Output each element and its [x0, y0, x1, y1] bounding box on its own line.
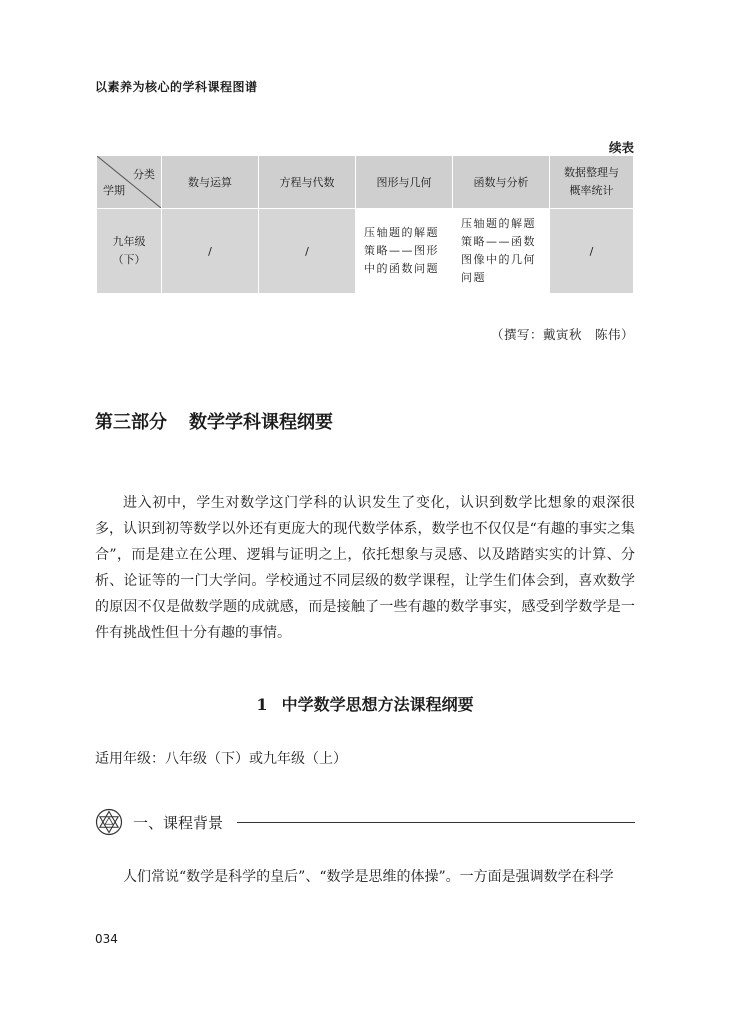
- author-credit: （撰写：戴寅秋 陈伟）: [490, 327, 634, 342]
- cell-line: 压轴题的解题: [461, 217, 536, 230]
- table-cell: /: [162, 209, 259, 294]
- corner-header-cell: [97, 156, 162, 209]
- column-header: 数与运算: [162, 156, 259, 209]
- table-cell: /: [259, 209, 356, 294]
- table-cell: /: [550, 209, 634, 294]
- section-heading: 中学数学思想方法课程纲要: [281, 695, 474, 714]
- column-header-line: 概率统计: [569, 184, 614, 197]
- cell-line: 压轴题的解题: [364, 226, 439, 239]
- cell-line: 策略——函数: [461, 235, 536, 248]
- column-header-line: 数据整理与: [564, 166, 619, 179]
- corner-term-label: 学期: [103, 184, 125, 197]
- column-header: 函数与分析: [453, 156, 550, 209]
- subsection-heading: [95, 808, 635, 836]
- table-header-row: [97, 156, 634, 209]
- term-line: （下）: [112, 253, 146, 266]
- table-row: [97, 209, 634, 294]
- column-header: 图形与几何: [356, 156, 453, 209]
- table-caption: 续表: [608, 140, 634, 155]
- term-cell: [97, 209, 162, 294]
- hexagram-icon: [95, 808, 123, 836]
- subsection-title: 一、课程背景: [133, 814, 224, 832]
- table-cell: [453, 209, 550, 294]
- cell-line: 问题: [461, 271, 486, 284]
- intro-paragraph: 进入初中，学生对数学这门学科的认识发生了变化，认识到数学比想象的艰深很多，认识到初等数学以外还有更庞大的现代数学体系，数学也不仅仅是“有趣的事实之集合”，而是建立在公理、逻辑与证明之上，依托想象与灵感、以及踏踏实实的计算、分析、论证等的一门大学问。学校通过不同层级的数学课程，让学生们体会到，喜欢数学的原因不仅是做数学题的成就感，而是接触了一些有趣的数学事实，感受到学数学是一件有挑战性但十分有趣的事情。: [95, 495, 635, 641]
- corner-category-label: 分类: [133, 168, 155, 181]
- table-cell: [356, 209, 453, 294]
- cell-line: 策略——图形: [364, 244, 439, 257]
- part-heading: 数学学科课程纲要: [189, 412, 333, 433]
- page-number: 034: [95, 932, 118, 946]
- section-number: 1: [256, 695, 268, 714]
- term-line: 九年级: [112, 235, 146, 248]
- column-header: 方程与代数: [259, 156, 356, 209]
- body-paragraph: 人们常说“数学是科学的皇后”、“数学是思维的体操”。一方面是强调数学在科学: [123, 869, 614, 885]
- section-title: [0, 692, 730, 715]
- part-title: [95, 408, 333, 434]
- part-label: 第三部分: [95, 412, 167, 433]
- cell-line: 图像中的几何: [461, 253, 536, 266]
- column-header: [550, 156, 634, 209]
- subsection-rule: [237, 822, 635, 823]
- running-header: 以素养为核心的学科课程图谱: [95, 80, 258, 94]
- curriculum-table: [96, 155, 634, 294]
- cell-line: 中的函数问题: [364, 262, 439, 275]
- applicable-grade: 适用年级：八年级（下）或九年级（上）: [95, 751, 347, 767]
